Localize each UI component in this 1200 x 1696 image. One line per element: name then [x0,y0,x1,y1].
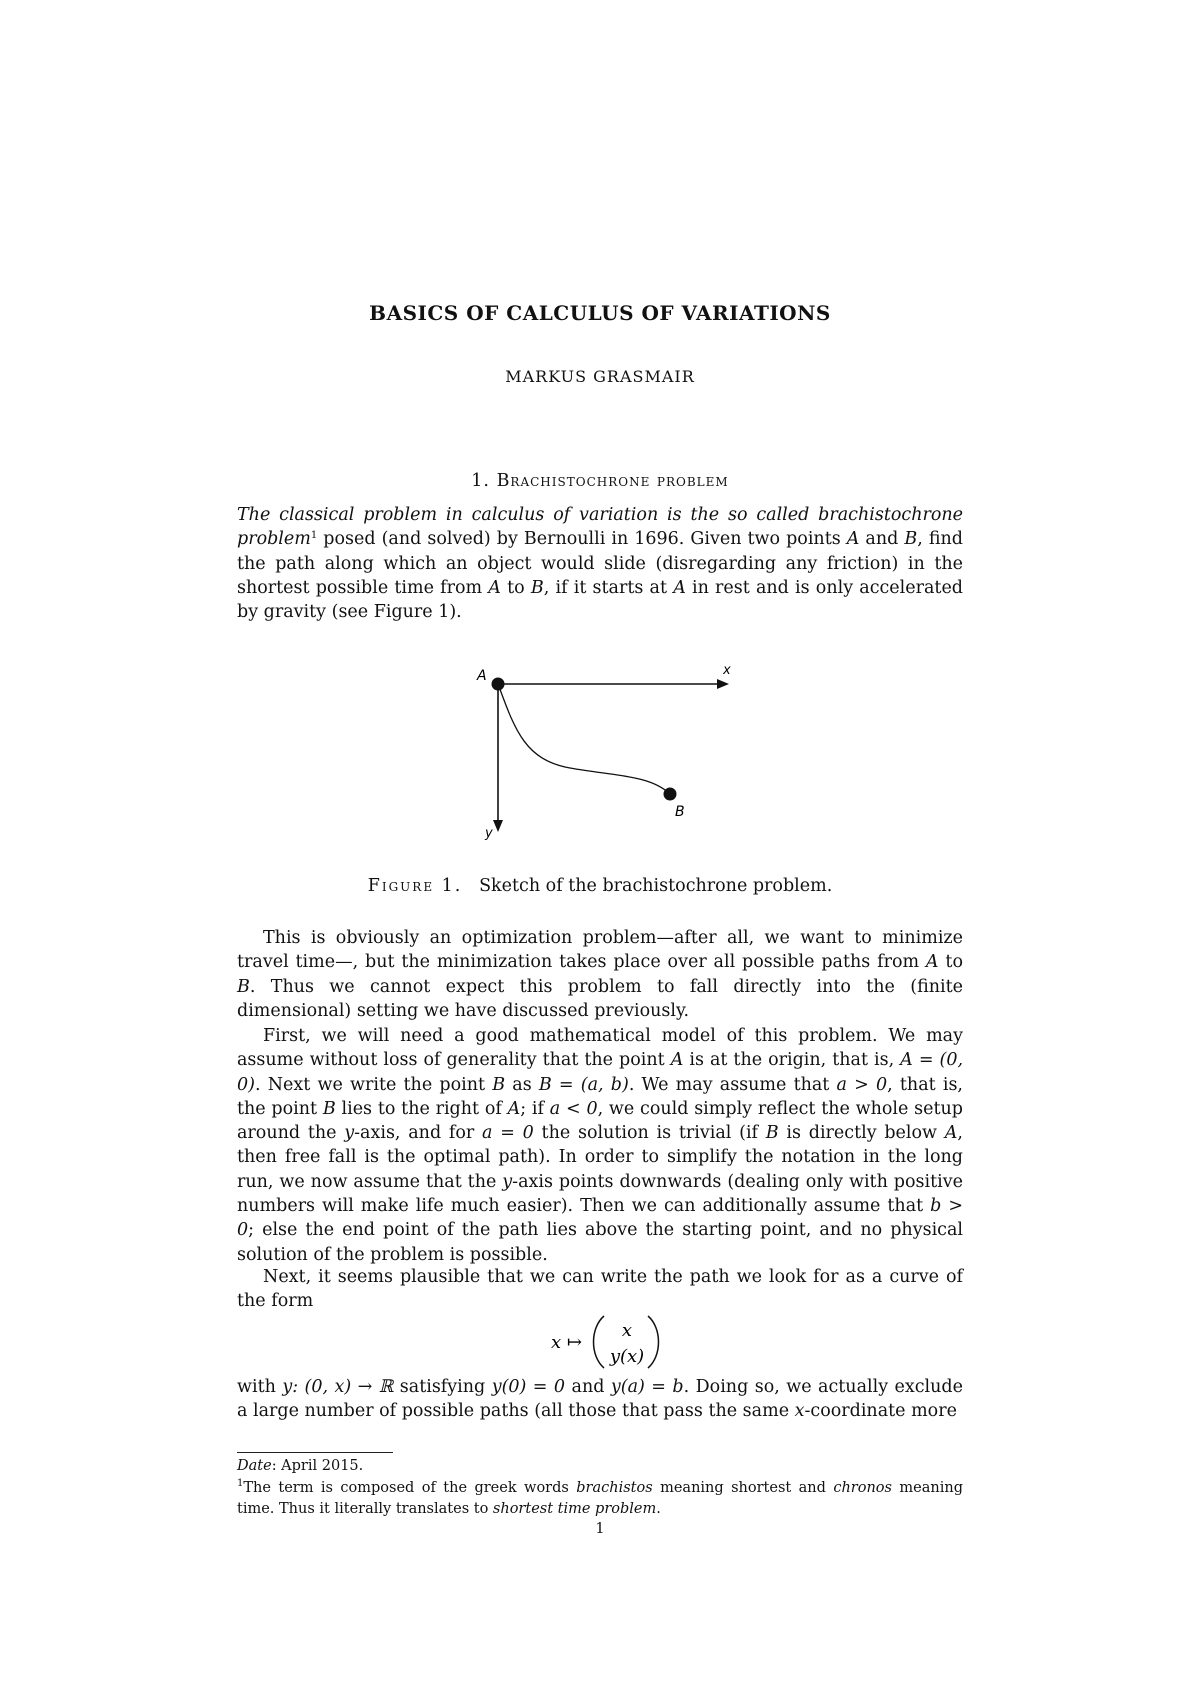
paragraph-intro: The classical problem in calculus of variation is the so called brachistochrone problem$^1$ posed (and solved) by Bernoulli in 1696. Given two points A and B, find the path along which an object would slide (disregarding any friction) in the shortest possible time from A to B, if it starts at A in rest and is only accelerated by gravity (see Figure 1). [237,505,964,623]
display-lhs: x ↦ [551,1332,582,1353]
section-heading [0,471,1200,491]
equation: b > 0 [237,1196,963,1241]
figure-caption-label: Figure 1. [367,876,463,896]
equation: a < 0 [549,1098,598,1119]
label-a: A [477,668,487,684]
equation: y(a) = b [610,1377,684,1397]
right-paren [648,1316,659,1368]
paragraph-optimization: This is obviously an optimization problem—after all, we want to minimize travel time—, but the minimization takes place over all possible paths from A to B. Thus we cannot expect this problem to fall directly into the (finite dimensional) setting we have discussed previously. [237,928,963,1021]
term-brachistochrone: brachistochrone problem [237,505,963,550]
equation: A = (0, 0) [237,1050,964,1095]
point-b-marker [664,788,677,801]
section-number: 1. [471,471,490,491]
footnote-mark: 1 [237,1478,244,1489]
vector-top: x [621,1320,633,1341]
section-title: Brachistochrone problem [496,471,729,491]
figure-caption [0,876,1200,896]
equation: a = 0 [482,1123,534,1144]
display-equation [0,1312,1200,1372]
equation: y: (0, x) → ℝ [282,1377,394,1397]
label-x: x [723,663,731,678]
vector-bottom: y(x) [609,1346,645,1367]
paper-title: BASICS OF CALCULUS OF VARIATIONS [369,301,831,325]
brachistochrone-curve [498,684,670,794]
label-y: y [485,826,493,841]
footnote-1: $^1$The term is composed of the greek words brachistos meaning shortest and chronos meaning time. Thus it literally translates to shortest time problem. [237,1478,963,1517]
footnote-ref[interactable]: 1 [310,530,318,542]
point-a-marker [492,678,505,691]
equation: y(0) = 0 [491,1377,566,1397]
equation: B = (a, b) [538,1074,629,1095]
figure-caption-text: Sketch of the brachistochrone problem. [479,876,833,896]
paragraph-curve-form: Next, it seems plausible that we can write the path we look for as a curve of the form [237,1267,963,1312]
paragraph-function-y: with y: (0, x) → ℝ satisfying y(0) = 0 and y(a) = b. Doing so, we actually exclude a large number of possible paths (all those that pass the same x-coordinate more [237,1377,963,1422]
x-axis-arrowhead [717,679,729,689]
label-b: B [675,804,685,820]
page-number: 1 [595,1521,605,1537]
paragraph-model: First, we will need a good mathematical model of this problem. We may assume without loss of generality that the point A is at the origin, that is, A = (0, 0). Next we write the point B as B = (a, b). We may assume that a > 0, that is, the point B lies to the right of A; if a < 0, we could simply reflect the whole setup around the y-axis, and for a = 0 the solution is trivial (if B is directly below A, then free fall is the optimal path). In order to simplify the notation in the long run, we now assume that the y-axis points downwards (dealing only with positive numbers will make life much easier). Then we can additionally assume that b > 0; else the end point of the path lies above the starting point, and no physical solution of the problem is possible. [237,1026,964,1265]
footnote-date: Date: April 2015. [237,1458,364,1474]
brachistochrone-figure [455,650,745,860]
left-paren [594,1316,605,1368]
y-axis-arrowhead [493,820,503,832]
footnote-rule [237,1452,393,1453]
paper-author: MARKUS GRASMAIR [505,367,695,386]
equation: a > 0 [836,1074,888,1095]
